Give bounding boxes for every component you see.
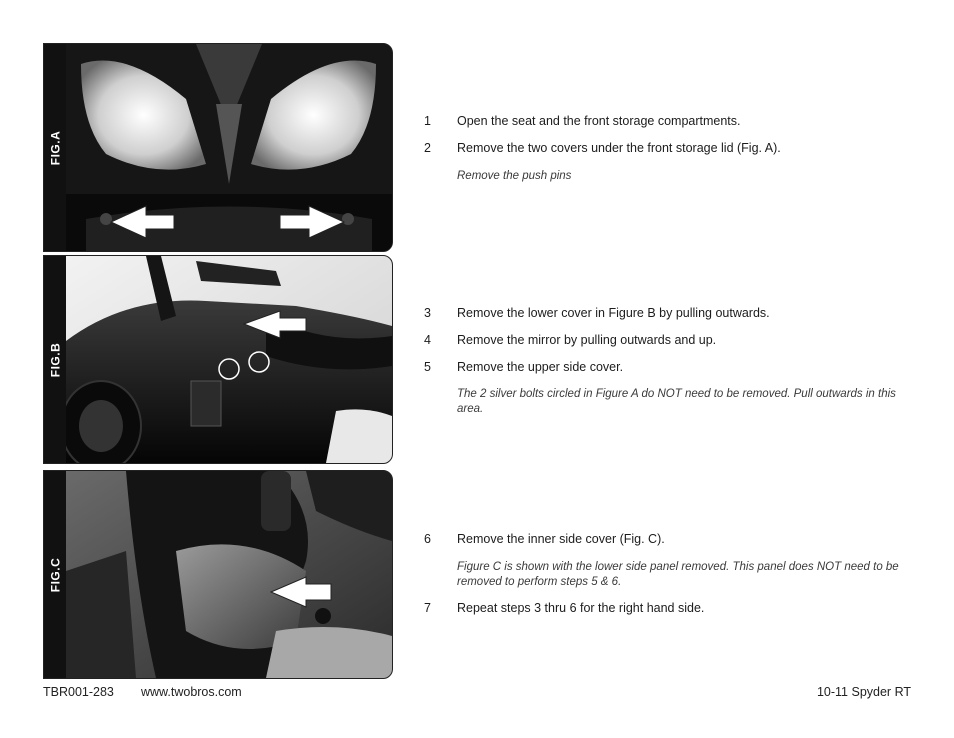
step-1-text: Open the seat and the front storage compartments. [457, 114, 741, 128]
step-1-number: 1 [424, 114, 431, 128]
step-7-text: Repeat steps 3 thru 6 for the right hand side. [457, 601, 705, 615]
footer-part-number: TBR001-283 [43, 685, 114, 699]
step-3-text: Remove the lower cover in Figure B by pulling outwards. [457, 306, 770, 320]
step-5-text: Remove the upper side cover. [457, 360, 624, 374]
figure-c-photo [66, 471, 392, 678]
step-3-number: 3 [424, 306, 431, 320]
step-6-number: 6 [424, 532, 431, 546]
step-4-number: 4 [424, 333, 431, 347]
note-push-pins: Remove the push pins [457, 170, 572, 182]
step-2-text: Remove the two covers under the front storage lid (Fig. A). [457, 141, 781, 155]
note-lower-panel: Figure C is shown with the lower side panel removed. This panel does NOT need to be removed to perform steps 5 & 6. [457, 561, 899, 588]
footer-model: 10-11 Spyder RT [816, 685, 911, 699]
figure-a-photo [66, 44, 392, 251]
step-5-number: 5 [424, 360, 431, 374]
step-7-number: 7 [424, 601, 431, 615]
step-2-number: 2 [424, 141, 431, 155]
figure-c-label: FIG.C [48, 557, 62, 592]
figure-b-tab [44, 256, 66, 463]
note-silver-bolts: The 2 silver bolts circled in Figure A do NOT need to be removed. Pull outwards in this area. [457, 388, 896, 415]
step-6-text: Remove the inner side cover (Fig. C). [457, 532, 665, 546]
figure-a-tab [44, 44, 66, 251]
figure-c [43, 470, 393, 679]
figure-a-label: FIG.A [48, 130, 62, 165]
footer-website[interactable]: www.twobros.com [141, 685, 242, 699]
figure-b-label: FIG.B [48, 342, 62, 377]
figure-b-photo [66, 256, 392, 463]
figure-b [43, 255, 393, 464]
figure-c-tab [44, 471, 66, 678]
figure-a [43, 43, 393, 252]
step-4-text: Remove the mirror by pulling outwards and up. [457, 333, 717, 347]
